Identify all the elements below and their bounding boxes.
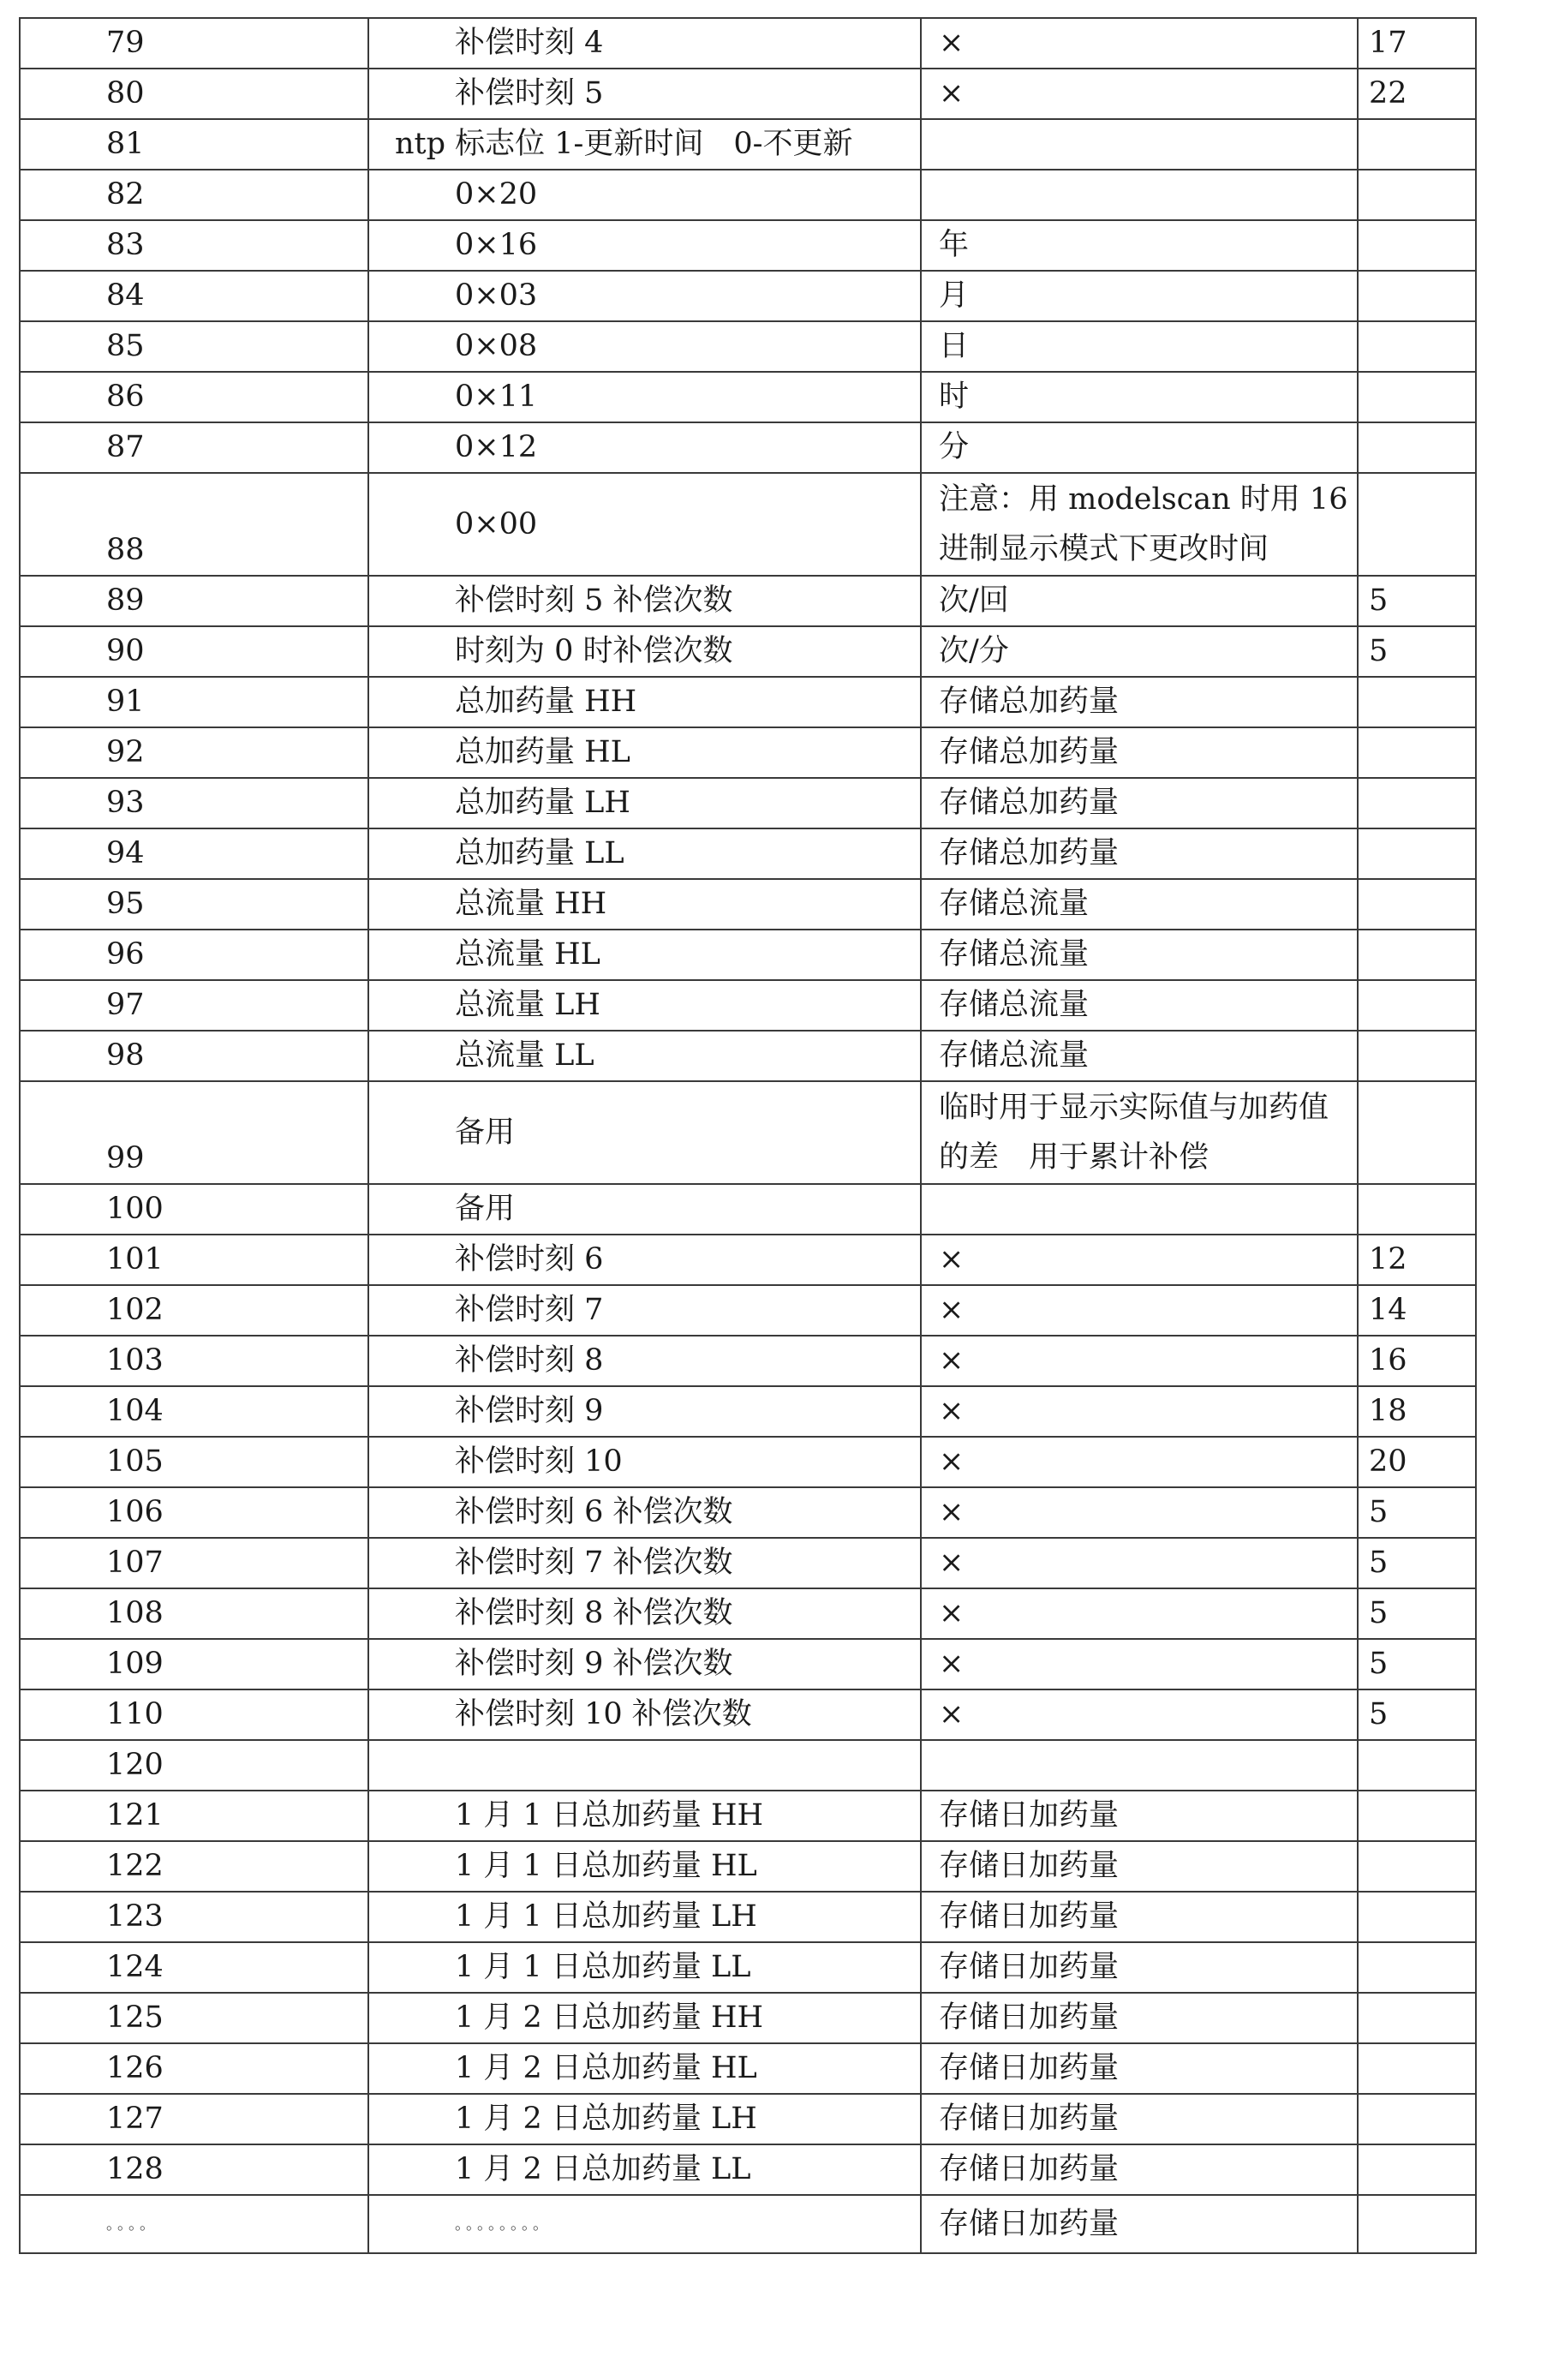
table-row	[20, 1386, 1476, 1437]
register-name-cell: 总加药量 LL	[368, 828, 921, 879]
register-note-cell: 分	[921, 422, 1358, 473]
register-value-cell	[1358, 2043, 1476, 2094]
register-number-cell: 123	[20, 1892, 368, 1942]
register-note-cell: 存储日加药量	[921, 1892, 1358, 1942]
register-note-cell: 时	[921, 372, 1358, 422]
table-row	[20, 1538, 1476, 1588]
register-number-cell: 121	[20, 1791, 368, 1841]
register-name-cell: 总加药量 HL	[368, 727, 921, 778]
register-name-cell: 补偿时刻 4	[368, 18, 921, 69]
table-row	[20, 1081, 1476, 1184]
register-number-cell: 107	[20, 1538, 368, 1588]
register-value-cell	[1358, 879, 1476, 930]
register-value-cell	[1358, 1081, 1476, 1184]
register-name-cell: 1 月 2 日总加药量 LL	[368, 2144, 921, 2195]
register-name-cell: 补偿时刻 10	[368, 1437, 921, 1487]
register-name-cell: 补偿时刻 5	[368, 69, 921, 119]
register-number-cell: 86	[20, 372, 368, 422]
register-number-cell: 101	[20, 1235, 368, 1285]
register-name-cell: 补偿时刻 6	[368, 1235, 921, 1285]
register-value-cell: 20	[1358, 1437, 1476, 1487]
table-row	[20, 18, 1476, 69]
register-name-cell: 补偿时刻 9	[368, 1386, 921, 1437]
register-note-cell	[921, 1740, 1358, 1791]
register-note-cell	[921, 1184, 1358, 1235]
register-table-body	[20, 18, 1476, 2253]
register-value-cell	[1358, 677, 1476, 727]
table-row	[20, 473, 1476, 576]
register-table	[19, 17, 1477, 2254]
register-note-cell: ×	[921, 1336, 1358, 1386]
table-row	[20, 1235, 1476, 1285]
table-row	[20, 1285, 1476, 1336]
table-row	[20, 119, 1476, 170]
table-row	[20, 1892, 1476, 1942]
register-number-cell: 103	[20, 1336, 368, 1386]
register-note-cell: 存储总流量	[921, 1031, 1358, 1081]
register-name-cell: ntp 标志位 1-更新时间 0-不更新	[368, 119, 921, 170]
register-value-cell: 22	[1358, 69, 1476, 119]
register-value-cell	[1358, 778, 1476, 828]
register-note-cell: 存储总加药量	[921, 828, 1358, 879]
register-note-cell: 日	[921, 321, 1358, 372]
register-name-cell: 0×03	[368, 271, 921, 321]
register-value-cell	[1358, 930, 1476, 980]
register-note-cell: ×	[921, 1437, 1358, 1487]
register-number-cell: 122	[20, 1841, 368, 1892]
register-number-cell: 92	[20, 727, 368, 778]
table-row	[20, 1942, 1476, 1993]
register-value-cell	[1358, 321, 1476, 372]
register-value-cell: 16	[1358, 1336, 1476, 1386]
register-number-cell: 81	[20, 119, 368, 170]
register-value-cell: 17	[1358, 18, 1476, 69]
register-note-cell: 存储日加药量	[921, 1841, 1358, 1892]
register-value-cell: 5	[1358, 1689, 1476, 1740]
register-number-cell: 99	[20, 1081, 368, 1184]
table-row	[20, 271, 1476, 321]
table-row	[20, 1487, 1476, 1538]
register-number-cell: 105	[20, 1437, 368, 1487]
register-note-cell: 次/回	[921, 576, 1358, 626]
register-value-cell	[1358, 473, 1476, 576]
register-number-cell: 93	[20, 778, 368, 828]
register-note-cell: 存储总加药量	[921, 778, 1358, 828]
register-name-cell: 总流量 HL	[368, 930, 921, 980]
register-name-cell: 补偿时刻 10 补偿次数	[368, 1689, 921, 1740]
table-row	[20, 1740, 1476, 1791]
table-row	[20, 879, 1476, 930]
register-note-cell: 存储日加药量	[921, 1791, 1358, 1841]
register-number-cell: 124	[20, 1942, 368, 1993]
register-value-cell: 5	[1358, 1639, 1476, 1689]
register-number-cell: 125	[20, 1993, 368, 2043]
register-name-cell: 补偿时刻 7	[368, 1285, 921, 1336]
table-row	[20, 828, 1476, 879]
table-row	[20, 372, 1476, 422]
register-number-cell: 79	[20, 18, 368, 69]
register-name-cell: 0×11	[368, 372, 921, 422]
register-value-cell: 14	[1358, 1285, 1476, 1336]
register-note-cell: 存储日加药量	[921, 2094, 1358, 2144]
register-number-cell: 98	[20, 1031, 368, 1081]
table-row	[20, 1437, 1476, 1487]
register-name-cell	[368, 1740, 921, 1791]
register-name-cell: 1 月 2 日总加药量 HL	[368, 2043, 921, 2094]
table-row	[20, 930, 1476, 980]
table-row	[20, 1841, 1476, 1892]
register-note-cell: 存储日加药量	[921, 2195, 1358, 2253]
register-note-cell: ×	[921, 1689, 1358, 1740]
table-row	[20, 1336, 1476, 1386]
register-note-cell: 月	[921, 271, 1358, 321]
register-number-cell: 96	[20, 930, 368, 980]
table-row	[20, 1031, 1476, 1081]
register-name-cell: 补偿时刻 6 补偿次数	[368, 1487, 921, 1538]
register-name-cell: 0×16	[368, 220, 921, 271]
register-value-cell	[1358, 1740, 1476, 1791]
table-row	[20, 980, 1476, 1031]
register-name-cell: 总流量 HH	[368, 879, 921, 930]
register-note-cell: 临时用于显示实际值与加药值的差 用于累计补偿	[921, 1081, 1358, 1184]
register-note-cell: 存储总流量	[921, 980, 1358, 1031]
table-row	[20, 422, 1476, 473]
register-name-cell: 备用	[368, 1184, 921, 1235]
register-name-cell: 补偿时刻 9 补偿次数	[368, 1639, 921, 1689]
register-name-cell: 总流量 LH	[368, 980, 921, 1031]
register-name-cell: 补偿时刻 5 补偿次数	[368, 576, 921, 626]
register-value-cell	[1358, 271, 1476, 321]
table-row	[20, 2043, 1476, 2094]
register-value-cell: 5	[1358, 576, 1476, 626]
table-row	[20, 626, 1476, 677]
table-row	[20, 576, 1476, 626]
table-row	[20, 1993, 1476, 2043]
table-row	[20, 170, 1476, 220]
register-number-cell: 88	[20, 473, 368, 576]
register-value-cell	[1358, 1942, 1476, 1993]
register-number-cell: 102	[20, 1285, 368, 1336]
register-note-cell: 存储总加药量	[921, 727, 1358, 778]
table-row	[20, 220, 1476, 271]
register-number-cell: 80	[20, 69, 368, 119]
table-row	[20, 2195, 1476, 2253]
register-name-cell: 1 月 1 日总加药量 LH	[368, 1892, 921, 1942]
register-value-cell: 18	[1358, 1386, 1476, 1437]
register-note-cell: ×	[921, 1235, 1358, 1285]
register-note-cell: ×	[921, 69, 1358, 119]
register-value-cell	[1358, 2094, 1476, 2144]
register-value-cell: 5	[1358, 1588, 1476, 1639]
register-number-cell: 91	[20, 677, 368, 727]
register-name-cell: 0×08	[368, 321, 921, 372]
register-note-cell: ×	[921, 1285, 1358, 1336]
register-number-cell: 106	[20, 1487, 368, 1538]
register-name-cell: 1 月 1 日总加药量 LL	[368, 1942, 921, 1993]
table-row	[20, 778, 1476, 828]
table-row	[20, 1689, 1476, 1740]
register-note-cell: ×	[921, 1588, 1358, 1639]
register-name-cell: 补偿时刻 8	[368, 1336, 921, 1386]
register-note-cell	[921, 170, 1358, 220]
register-value-cell	[1358, 1031, 1476, 1081]
register-value-cell: 5	[1358, 626, 1476, 677]
register-note-cell: 存储总加药量	[921, 677, 1358, 727]
register-value-cell	[1358, 1892, 1476, 1942]
register-number-cell: 128	[20, 2144, 368, 2195]
register-value-cell	[1358, 1993, 1476, 2043]
register-number-cell: 94	[20, 828, 368, 879]
register-name-cell: 时刻为 0 时补偿次数	[368, 626, 921, 677]
register-number-cell: 。。。。	[20, 2195, 368, 2253]
register-name-cell: 补偿时刻 7 补偿次数	[368, 1538, 921, 1588]
register-name-cell: 。。。。。。。。	[368, 2195, 921, 2253]
table-row	[20, 2144, 1476, 2195]
register-name-cell: 总加药量 HH	[368, 677, 921, 727]
register-number-cell: 120	[20, 1740, 368, 1791]
register-note-cell: 存储总流量	[921, 879, 1358, 930]
register-note-cell: 次/分	[921, 626, 1358, 677]
register-number-cell: 100	[20, 1184, 368, 1235]
register-name-cell: 总加药量 LH	[368, 778, 921, 828]
register-value-cell: 5	[1358, 1538, 1476, 1588]
register-note-cell: 年	[921, 220, 1358, 271]
register-value-cell	[1358, 422, 1476, 473]
register-name-cell: 1 月 1 日总加药量 HH	[368, 1791, 921, 1841]
register-note-cell: ×	[921, 1487, 1358, 1538]
register-note-cell: 存储日加药量	[921, 2043, 1358, 2094]
register-note-cell: 存储日加药量	[921, 1942, 1358, 1993]
table-row	[20, 677, 1476, 727]
register-number-cell: 90	[20, 626, 368, 677]
register-note-cell: ×	[921, 1639, 1358, 1689]
table-row	[20, 2094, 1476, 2144]
register-note-cell: 注意：用 modelscan 时用 16 进制显示模式下更改时间	[921, 473, 1358, 576]
register-value-cell	[1358, 1184, 1476, 1235]
register-number-cell: 110	[20, 1689, 368, 1740]
register-value-cell	[1358, 1841, 1476, 1892]
register-note-cell	[921, 119, 1358, 170]
register-value-cell	[1358, 220, 1476, 271]
register-note-cell: ×	[921, 18, 1358, 69]
register-number-cell: 89	[20, 576, 368, 626]
register-name-cell: 1 月 2 日总加药量 HH	[368, 1993, 921, 2043]
table-row	[20, 1639, 1476, 1689]
register-value-cell	[1358, 119, 1476, 170]
register-value-cell	[1358, 2144, 1476, 2195]
register-value-cell	[1358, 828, 1476, 879]
table-row	[20, 1791, 1476, 1841]
register-note-cell: 存储日加药量	[921, 2144, 1358, 2195]
register-value-cell: 5	[1358, 1487, 1476, 1538]
register-number-cell: 104	[20, 1386, 368, 1437]
register-name-cell: 0×12	[368, 422, 921, 473]
register-number-cell: 127	[20, 2094, 368, 2144]
register-number-cell: 84	[20, 271, 368, 321]
register-number-cell: 97	[20, 980, 368, 1031]
table-row	[20, 1588, 1476, 1639]
register-note-cell: 存储总流量	[921, 930, 1358, 980]
register-value-cell	[1358, 2195, 1476, 2253]
table-row	[20, 69, 1476, 119]
register-number-cell: 108	[20, 1588, 368, 1639]
register-name-cell: 1 月 2 日总加药量 LH	[368, 2094, 921, 2144]
register-note-cell: 存储日加药量	[921, 1993, 1358, 2043]
register-number-cell: 83	[20, 220, 368, 271]
register-number-cell: 82	[20, 170, 368, 220]
register-value-cell	[1358, 1791, 1476, 1841]
register-value-cell	[1358, 980, 1476, 1031]
register-name-cell: 备用	[368, 1081, 921, 1184]
table-row	[20, 1184, 1476, 1235]
register-value-cell	[1358, 372, 1476, 422]
register-number-cell: 95	[20, 879, 368, 930]
register-name-cell: 0×20	[368, 170, 921, 220]
register-number-cell: 109	[20, 1639, 368, 1689]
register-value-cell: 12	[1358, 1235, 1476, 1285]
register-name-cell: 0×00	[368, 473, 921, 576]
register-number-cell: 87	[20, 422, 368, 473]
table-row	[20, 727, 1476, 778]
register-number-cell: 126	[20, 2043, 368, 2094]
table-row	[20, 321, 1476, 372]
register-value-cell	[1358, 727, 1476, 778]
register-name-cell: 总流量 LL	[368, 1031, 921, 1081]
register-number-cell: 85	[20, 321, 368, 372]
register-note-cell: ×	[921, 1386, 1358, 1437]
register-name-cell: 1 月 1 日总加药量 HL	[368, 1841, 921, 1892]
register-note-cell: ×	[921, 1538, 1358, 1588]
register-name-cell: 补偿时刻 8 补偿次数	[368, 1588, 921, 1639]
register-value-cell	[1358, 170, 1476, 220]
